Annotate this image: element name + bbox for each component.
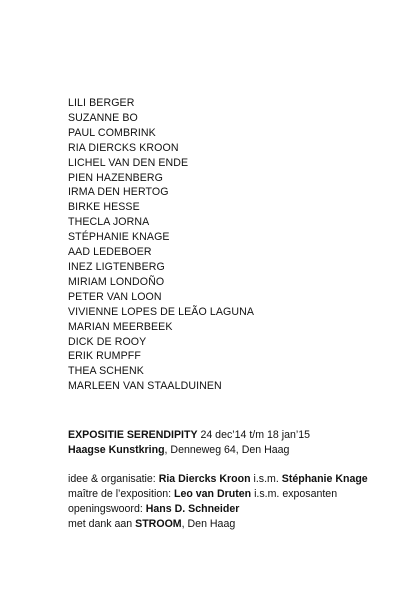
- credit-connector: i.s.m.: [250, 473, 282, 485]
- artist-name: MARLEEN VAN STAALDUINEN: [68, 380, 222, 393]
- artist-name: THEA SCHENK: [68, 365, 144, 378]
- artist-name: ERIK RUMPFF: [68, 350, 141, 363]
- credit-name: STROOM: [135, 517, 182, 530]
- credit-label: idee & organisatie:: [68, 473, 159, 485]
- exhibition-title-line: [68, 428, 310, 443]
- artist-list: [68, 96, 254, 394]
- credit-name: Hans D. Schneider: [145, 502, 240, 515]
- artist-name: PIEN HAZENBERG: [68, 171, 163, 184]
- artist-name: PETER VAN LOON: [68, 290, 162, 303]
- credit-name: Leo van Druten: [174, 487, 252, 500]
- credit-label: openingswoord:: [68, 502, 146, 515]
- artist-name: VIVIENNE LOPES DE LEÃO LAGUNA: [68, 305, 254, 318]
- exhibition-title: EXPOSITIE SERENDIPITY: [68, 429, 198, 441]
- credit-name: Stéphanie Knage: [281, 473, 368, 485]
- exhibition-dates: 24 dec’14 t/m 18 jan’15: [197, 429, 311, 441]
- artist-name: PAUL COMBRINK: [68, 126, 156, 139]
- artist-name: SUZANNE BO: [68, 111, 138, 124]
- credit-label: met dank aan: [68, 517, 136, 530]
- artist-name: LICHEL VAN DEN ENDE: [68, 156, 189, 169]
- artist-name: AAD LEDEBOER: [68, 246, 152, 259]
- artist-name: MARIAN MEERBEEK: [68, 320, 173, 333]
- exhibition-venue-line: [68, 443, 310, 458]
- exhibition-address: , Denneweg 64, Den Haag: [164, 443, 290, 456]
- exhibition-venue: Haagse Kunstkring: [68, 443, 165, 456]
- credit-maitre: [68, 487, 368, 502]
- artist-name: RIA DIERCKS KROON: [68, 141, 179, 154]
- credits: [68, 472, 368, 532]
- credit-organisation: [68, 472, 368, 487]
- credit-connector: i.s.m. exposanten: [251, 487, 338, 500]
- artist-name: THECLA JORNA: [68, 216, 150, 229]
- artist-name: IRMA DEN HERTOG: [68, 186, 169, 199]
- exhibition-info: [68, 428, 310, 458]
- artist-name: STÉPHANIE KNAGE: [68, 231, 170, 244]
- artist-name: LILI BERGER: [68, 97, 135, 109]
- credit-name: Ria Diercks Kroon: [158, 473, 251, 485]
- credit-place: , Den Haag: [181, 517, 236, 530]
- artist-name: INEZ LIGTENBERG: [68, 260, 165, 273]
- credit-thanks: [68, 517, 368, 532]
- artist-name: MIRIAM LONDOÑO: [68, 275, 165, 288]
- credit-opening: [68, 502, 368, 517]
- artist-name: DICK DE ROOY: [68, 335, 147, 348]
- credit-label: maître de l’exposition:: [68, 487, 174, 500]
- artist-name: BIRKE HESSE: [68, 201, 140, 214]
